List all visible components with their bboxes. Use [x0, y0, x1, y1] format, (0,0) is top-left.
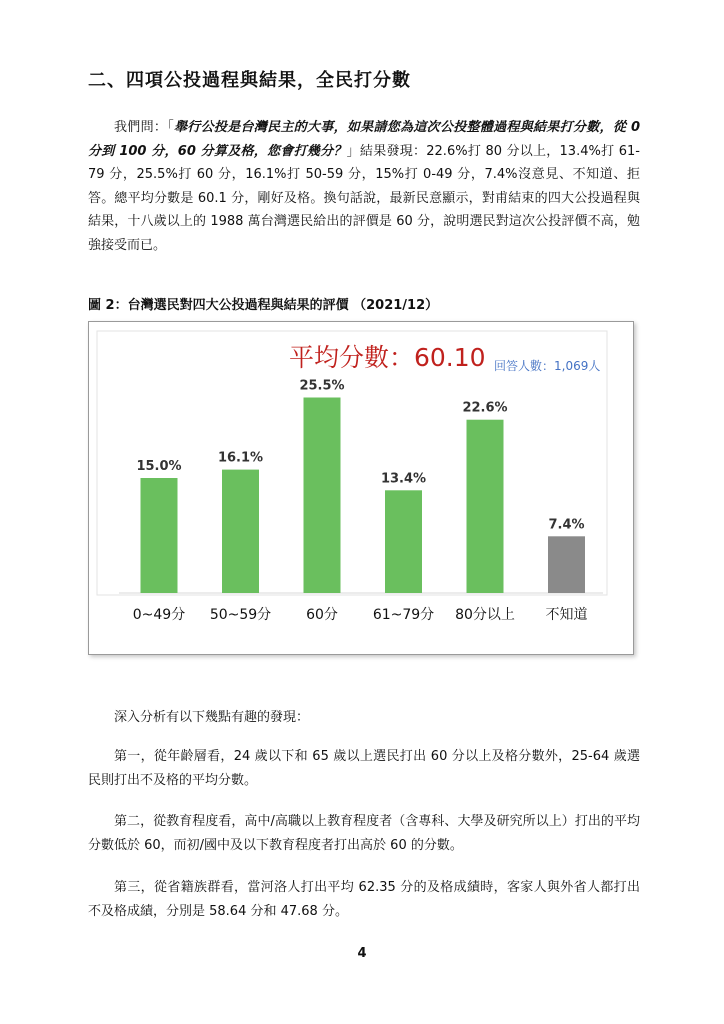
- bar-value-label-2: 25.5%: [299, 378, 345, 394]
- finding-education: 第二，從教育程度看，高中/高職以上教育程度者（含專科、大學及研究所以上）打出的平均分數低於 60，而初/國中及以下教育程度者打出高於 60 的分數。: [88, 814, 640, 853]
- bar-value-label-3: 13.4%: [380, 471, 427, 487]
- category-label-2: 60分: [306, 607, 338, 623]
- bar-value-label-0: 15.0%: [136, 459, 182, 474]
- finding-ethnicity: 第三，從省籍族群看，當河洛人打出平均 62.35 分的及格成績時，客家人與外省人都打出不及格成績，分別是 58.64 分和 47.68 分。: [88, 880, 640, 919]
- bar-0: [141, 478, 178, 593]
- bars: [133, 379, 588, 624]
- section-heading: 二、四項公投過程與結果，全民打分數: [88, 70, 411, 91]
- bar-chart-svg: [89, 322, 633, 654]
- bar-4: [467, 420, 504, 593]
- analysis-intro: 深入分析有以下幾點有趣的發現：: [114, 710, 310, 725]
- category-label-5: 不知道: [545, 607, 588, 623]
- category-label-1: 50~59分: [209, 607, 272, 623]
- chart-title: 平均分數：60.10: [289, 343, 486, 372]
- intro-paragraph: [88, 116, 640, 257]
- respondents-count: 回答人數：1,069人: [494, 359, 601, 373]
- category-label-4: 80分以上: [455, 607, 515, 623]
- category-label-0: 0~49分: [132, 607, 186, 623]
- bar-value-label-5: 7.4%: [548, 517, 585, 533]
- page-number: 4: [357, 946, 367, 961]
- bar-value-label-4: 22.6%: [462, 400, 508, 416]
- bar-2: [304, 398, 341, 594]
- bar-1: [222, 470, 259, 593]
- intro-lead: 我們問：「: [114, 120, 174, 135]
- figure-caption: 圖 2：台灣選民對四大公投過程與結果的評價 （2021/12）: [88, 298, 439, 313]
- bar-3: [385, 490, 422, 593]
- category-label-3: 61~79分: [372, 607, 435, 623]
- finding-age: 第一，從年齡層看，24 歲以下和 65 歲以上選民打出 60 分以上及格分數外，25-64 歲選民則打出不及格的平均分數。: [88, 749, 640, 788]
- bar-value-label-1: 16.1%: [217, 450, 264, 466]
- intro-results: 」結果發現：22.6%打 80 分以上，13.4%打 61-79 分，25.5%打 60 分，16.1%打 50-59 分，15%打 0-49 分，7.4%沒意見、不知道、拒答。總平均分數是 60.1 分，剛好及格。換句話說，最新民意顯示，對甫結束的四大公投過程與結果，十八歲以上的 1988 萬台灣選民給出的評價是 60 分，說明選民對這次公投評價不高，勉強接受而已。: [88, 143, 640, 253]
- survey-question: 舉行公投是台灣民主的大事，如果請您為這次公投整體過程與結果打分數，從 0 分到 100 分，60 分算及格，您會打幾分？: [88, 120, 640, 159]
- bar-5: [548, 536, 585, 593]
- bar-chart: [88, 321, 634, 655]
